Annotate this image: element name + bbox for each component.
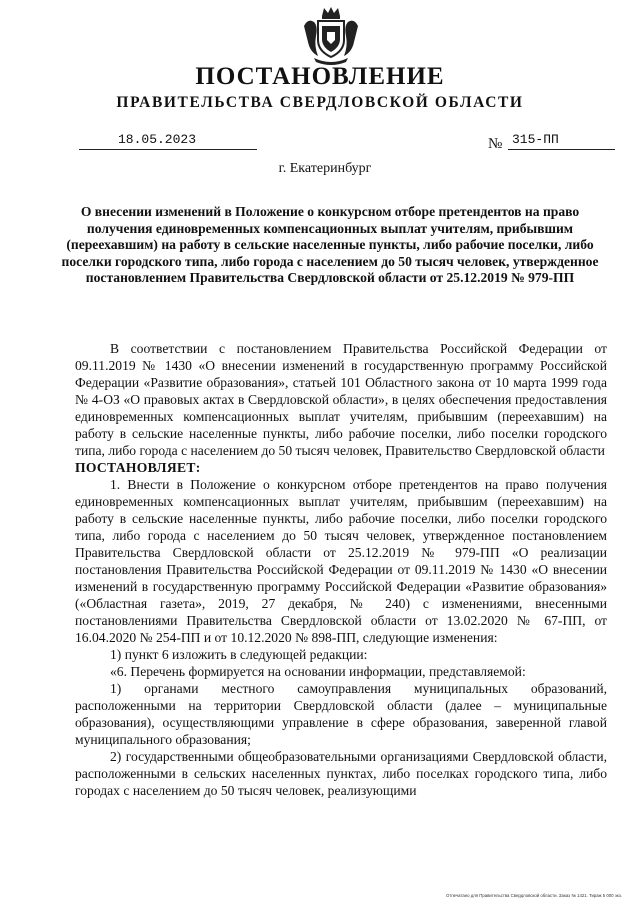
print-note: Отпечатано для Правительства Свердловской области. Заказ № 1421. Тираж 5 000 экз. [446, 893, 622, 898]
document-body [75, 340, 607, 799]
body-paragraph: 1) органами местного самоуправления муниципальных образований, расположенными на территории Свердловской области (далее – муниципальные образования), осуществляющими управление в сфере образования, заверенной главой муниципального образования; [75, 681, 607, 747]
preamble-paragraph: В соответствии с постановлением Правительства Российской Федерации от 09.11.2019 № 1430 «О внесении изменений в государственную программу Российской Федерации «Развитие образования», статьей 101 Областного закона от 10 марта 1999 года № 4-ОЗ «О правовых актах в Свердловской области», в целях обеспечения предоставления единовременных компенсационных выплат учителям, прибывшим (переехавшим) на работу в сельские населенные пункты, либо рабочие поселки, либо поселки городского типа, либо города с населением до 50 тысяч человек, Правительство Свердловской области [75, 341, 607, 458]
document-type-title: ПОСТАНОВЛЕНИЕ [195, 63, 445, 90]
date-underline [79, 149, 257, 150]
number-underline [508, 149, 615, 150]
body-paragraph: 2) государственными общеобразовательными организациями Свердловской области, расположенными в сельских населенных пунктах, либо поселках городского типа, либо городах с населением до 50 тысяч человек, реализующими [75, 749, 607, 798]
document-heading: О внесении изменений в Положение о конкурсном отборе претендентов на право получения единовременных компенсационных выплат учителям, прибывшим (переехавшим) на работу в сельские населенные пункты, либо рабочие поселки, либо поселки городского типа, либо города с населением до 50 тысяч человек, утвержденное постановлением Правительства Свердловской области от 25.12.2019 № 979-ПП [61, 204, 599, 286]
document-city: г. Екатеринбург [278, 161, 372, 176]
document-number: 315-ПП [512, 132, 559, 147]
resolves-heading: ПОСТАНОВЛЯЕТ: [75, 460, 201, 475]
document-date: 18.05.2023 [118, 132, 197, 147]
body-paragraph: 1. Внести в Положение о конкурсном отборе претендентов на право получения единовременных компенсационных выплат учителям, прибывшим (переехавшим) на работу в сельские населенные пункты, либо рабочие поселки, либо поселки городского типа, либо города с населением до 50 тысяч человек, утвержденное постановлением Правительства Свердловской области от 25.12.2019 № 979-ПП «О реализации постановления Правительства Российской Федерации от 09.11.2019 № 1430 «О внесении изменений в государственную программу Российской Федерации «Развитие образования» («Областная газета», 2019, 27 декабря, № 240) с изменениями, внесенными постановлениями Правительства Свердловской области от 13.02.2020 № 67-ПП, от 16.04.2020 № 254-ПП и от 10.12.2020 № 898-ПП, следующие изменения: [75, 477, 607, 645]
issuer-subtitle: ПРАВИТЕЛЬСТВА СВЕРДЛОВСКОЙ ОБЛАСТИ [116, 94, 524, 111]
coat-of-arms-icon [300, 6, 362, 66]
number-sign: № [488, 136, 503, 152]
body-paragraph: 1) пункт 6 изложить в следующей редакции: [110, 647, 368, 662]
body-paragraph: «6. Перечень формируется на основании информации, представляемой: [110, 664, 526, 679]
